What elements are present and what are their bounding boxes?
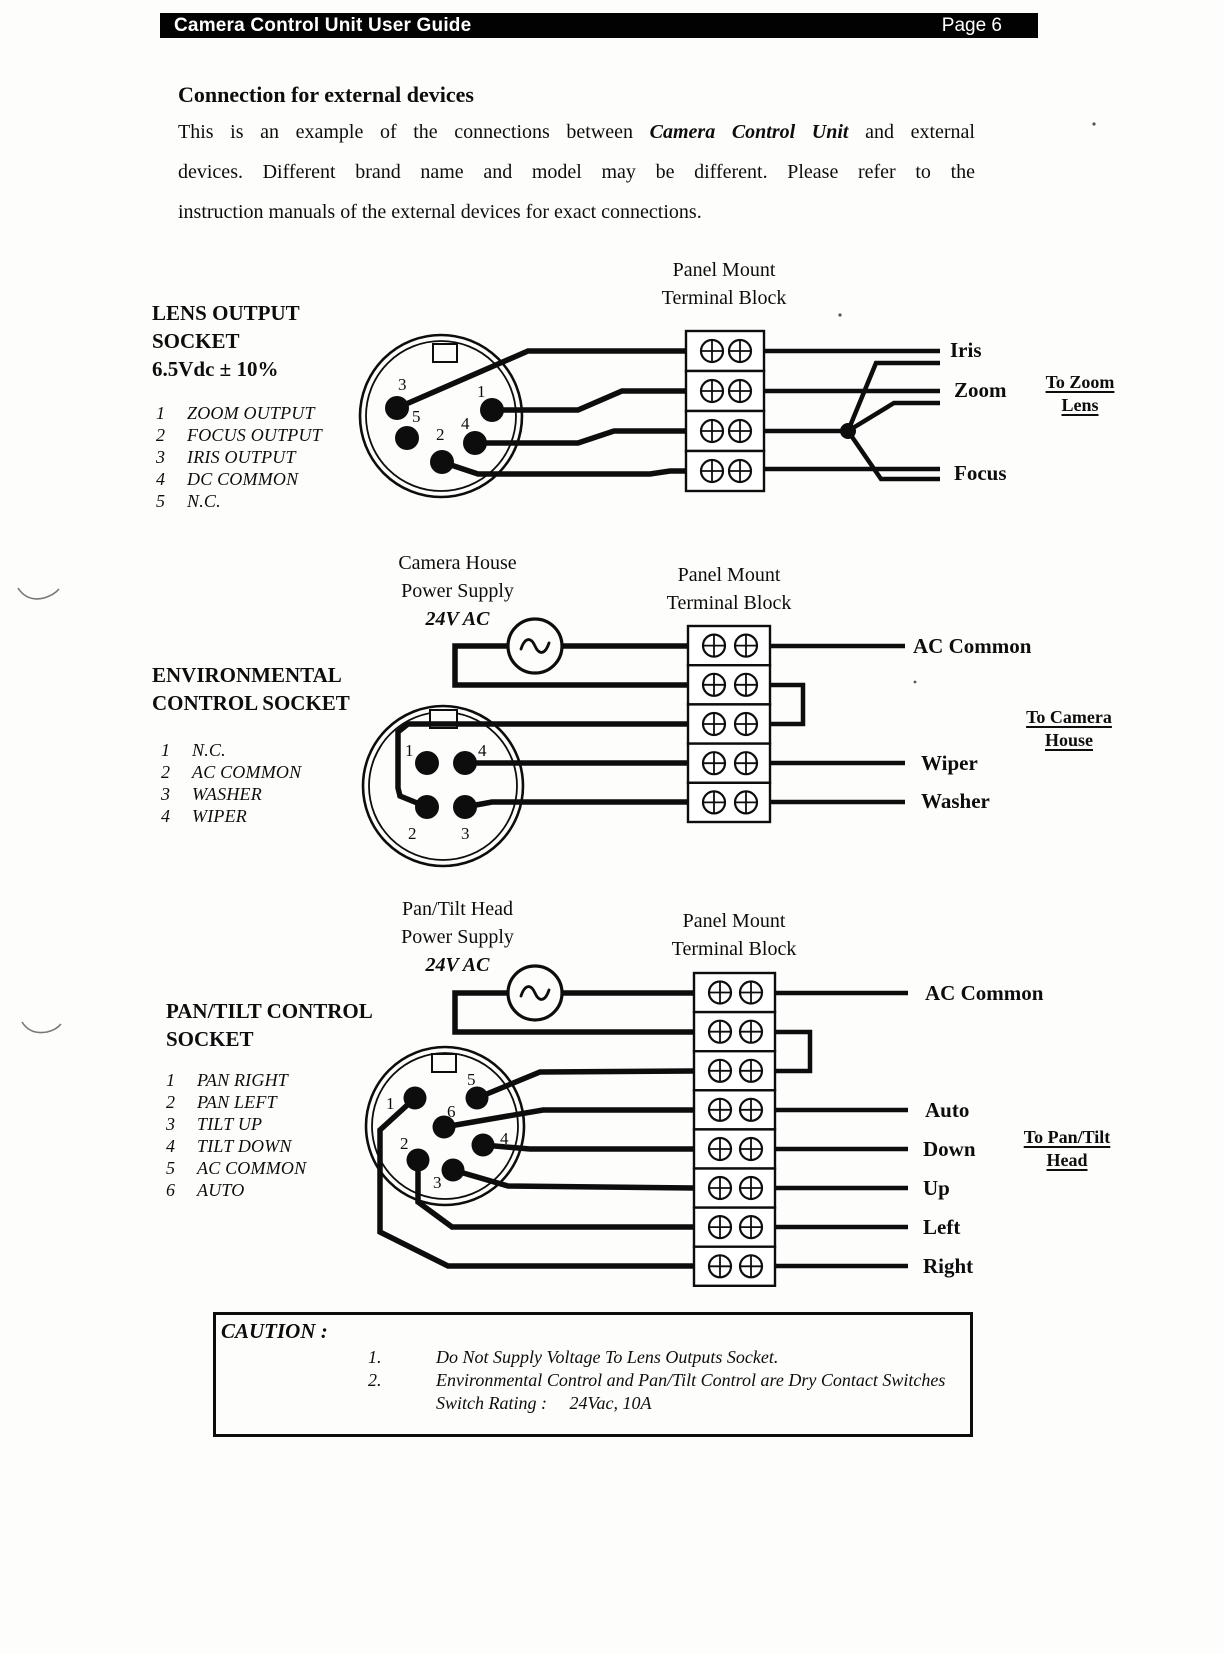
pin-number: 3: [166, 1114, 176, 1134]
terminal-block-title-line2: Terminal Block: [666, 592, 792, 614]
lens-heading-line2: SOCKET: [152, 329, 240, 353]
pin-number: 2: [161, 762, 171, 782]
pin-list-item: [161, 805, 301, 827]
pin-list-item: [166, 1135, 306, 1157]
intro-line-1: [178, 112, 975, 152]
pan-pin-digit-6: 6: [447, 1102, 456, 1121]
env-destination-label: [1016, 706, 1122, 752]
page-header-bar: [160, 13, 1038, 38]
pan-heading: [166, 997, 373, 1053]
lens-destination-label: [1028, 371, 1132, 417]
lens-pin-digit-2: 2: [436, 425, 445, 444]
pan-pin-digit-5: 5: [467, 1070, 476, 1089]
pan-output-down: Down: [923, 1137, 976, 1161]
terminal-block-title-line2: Terminal Block: [671, 938, 797, 960]
lens-pin-list: [156, 402, 322, 512]
scan-speck-3: [914, 681, 917, 684]
lens-connector: [360, 335, 686, 497]
power-supply-voltage: 24V AC: [425, 954, 490, 976]
intro-paragraph: [178, 112, 975, 232]
destination-line1: To Zoom: [1045, 372, 1115, 392]
pan-jumper: [775, 1032, 810, 1071]
lens-output-iris: Iris: [950, 338, 982, 362]
caution-item-1-text: Do Not Supply Voltage To Lens Outputs Socket.: [436, 1347, 779, 1367]
intro-line-1-before: This is an example of the connections between: [178, 121, 650, 143]
env-pin-digit-2: 2: [408, 824, 417, 843]
intro-emphasis: Camera Control Unit: [649, 121, 849, 143]
lens-pin-digit-1: 1: [477, 382, 486, 401]
pin-number: 1: [166, 1070, 176, 1090]
power-supply-line2: Power Supply: [401, 580, 514, 602]
intro-line-1-after: and external: [848, 121, 975, 143]
destination-line1: To Pan/Tilt: [1023, 1127, 1111, 1147]
lens-heading-line1: LENS OUTPUT: [152, 301, 300, 325]
scan-speck-2: [1092, 122, 1095, 125]
pin-number: 4: [156, 469, 166, 489]
pan-output-left: Left: [923, 1215, 961, 1239]
pin-number: 5: [166, 1158, 176, 1178]
pin-list-item: [161, 761, 301, 783]
pan-pin-digit-4: 4: [500, 1129, 509, 1148]
pan-heading-line2: SOCKET: [166, 1027, 254, 1051]
section-title: Connection for external devices: [178, 82, 474, 107]
pin-list-item: [166, 1179, 306, 1201]
caution-item-2-text: Environmental Control and Pan/Tilt Control are Dry Contact Switches: [436, 1370, 946, 1390]
env-pin-list: [161, 739, 301, 827]
caution-item-1-number: 1.: [368, 1347, 382, 1367]
pan-output-wires: [775, 993, 908, 1266]
pin-number: 4: [161, 806, 171, 826]
lens-pin-digit-5: 5: [412, 407, 421, 426]
lens-pin-digit-3: 3: [398, 375, 407, 394]
pin-number: 1: [156, 403, 166, 423]
pan-terminal-block: [694, 973, 775, 1286]
env-heading-line2: CONTROL SOCKET: [152, 691, 350, 715]
env-output-wiper: Wiper: [921, 751, 978, 775]
destination-line2: House: [1044, 730, 1093, 750]
page-number: Page 6: [941, 14, 1002, 36]
scan-squiggle-2: [22, 1022, 61, 1033]
pin-list-item: [156, 446, 322, 468]
pin-list-item: [166, 1113, 306, 1135]
env-power-supply-title: [380, 549, 535, 633]
destination-line2: Lens: [1061, 395, 1099, 415]
power-supply-voltage: 24V AC: [425, 608, 490, 630]
env-output-ac-common: AC Common: [913, 634, 1032, 658]
pan-output-auto: Auto: [925, 1098, 970, 1122]
pin-list-item: [166, 1069, 306, 1091]
pin-number: 3: [161, 784, 171, 804]
lens-pin-digit-4: 4: [461, 414, 470, 433]
env-heading: [152, 661, 350, 717]
power-supply-line1: Pan/Tilt Head: [402, 898, 513, 920]
env-pin-digit-4: 4: [478, 741, 487, 760]
pan-heading-line1: PAN/TILT CONTROL: [166, 999, 373, 1023]
pan-destination-label: [1012, 1126, 1122, 1172]
pan-pin-digit-3: 3: [433, 1173, 442, 1192]
pin-label: N.C.: [192, 740, 226, 760]
pan-pin-digit-2: 2: [400, 1134, 409, 1153]
pin-number: 2: [156, 425, 166, 445]
pin-label: AC COMMON: [192, 762, 302, 782]
pin-label: DC COMMON: [187, 469, 299, 489]
env-terminal-block: [688, 626, 770, 822]
pin-list-item: [166, 1157, 306, 1179]
env-terminal-block-title: [654, 561, 804, 617]
intro-line-2: devices. Different brand name and model may be different. Please refer to the: [178, 161, 975, 183]
pin-list-item: [161, 739, 301, 761]
pan-connector: [366, 1047, 694, 1266]
caution-switch-rating: Switch Rating : 24Vac, 10A: [436, 1393, 652, 1413]
pin-label: WIPER: [192, 806, 247, 826]
pin-label: PAN RIGHT: [197, 1070, 288, 1090]
caution-title: CAUTION :: [221, 1319, 328, 1343]
lens-terminal-block-title: [649, 256, 799, 312]
terminal-block-title-line1: Panel Mount: [682, 910, 786, 932]
lens-terminal-block: [686, 331, 764, 491]
power-supply-line2: Power Supply: [401, 926, 514, 948]
scan-speck-1: [838, 313, 841, 316]
pan-output-right: Right: [923, 1254, 974, 1278]
lens-heading-voltage: 6.5Vdc ± 10%: [152, 357, 279, 381]
pin-list-item: [156, 490, 322, 512]
pan-terminal-block-title: [659, 907, 809, 963]
lens-output-focus: Focus: [954, 461, 1007, 485]
pin-label: IRIS OUTPUT: [187, 447, 296, 467]
env-output-wires: [770, 646, 905, 802]
env-pin-digit-3: 3: [461, 824, 470, 843]
pin-number: 5: [156, 491, 166, 511]
pin-label: ZOOM OUTPUT: [187, 403, 315, 423]
terminal-block-title-line1: Panel Mount: [677, 564, 781, 586]
pan-power-supply-title: [380, 895, 535, 979]
pin-label: N.C.: [187, 491, 221, 511]
caution-item-2-number: 2.: [368, 1370, 382, 1390]
pan-output-ac-common: AC Common: [925, 981, 1044, 1005]
pin-list-item: [156, 402, 322, 424]
env-output-washer: Washer: [921, 789, 990, 813]
pin-label: AC COMMON: [197, 1158, 307, 1178]
destination-line2: Head: [1046, 1150, 1088, 1170]
intro-line-3: instruction manuals of the external devices for exact connections.: [178, 201, 702, 223]
pin-number: 6: [166, 1180, 176, 1200]
pin-number: 3: [156, 447, 166, 467]
lens-output-zoom: Zoom: [954, 378, 1007, 402]
env-jumper: [770, 685, 803, 724]
env-pin-digit-1: 1: [405, 741, 414, 760]
pan-pin-list: [166, 1069, 306, 1201]
scan-squiggle-1: [18, 588, 59, 599]
pin-label: PAN LEFT: [197, 1092, 277, 1112]
pin-label: TILT DOWN: [197, 1136, 292, 1156]
power-supply-line1: Camera House: [398, 552, 517, 574]
pin-list-item: [166, 1091, 306, 1113]
lens-heading: [152, 299, 300, 383]
env-heading-line1: ENVIRONMENTAL: [152, 663, 342, 687]
pin-list-item: [156, 424, 322, 446]
pin-number: 1: [161, 740, 171, 760]
pan-output-up: Up: [923, 1176, 950, 1200]
common-junction-dot: [840, 423, 856, 439]
terminal-block-title-line1: Panel Mount: [672, 259, 776, 281]
pin-label: AUTO: [197, 1180, 245, 1200]
pin-list-item: [161, 783, 301, 805]
lens-output-wires: [764, 351, 940, 479]
pin-label: WASHER: [192, 784, 262, 804]
pin-list-item: [156, 468, 322, 490]
pin-label: TILT UP: [197, 1114, 263, 1134]
pin-number: 2: [166, 1092, 176, 1112]
pin-number: 4: [166, 1136, 176, 1156]
terminal-block-title-line2: Terminal Block: [661, 287, 787, 309]
destination-line1: To Camera: [1026, 707, 1112, 727]
document-title: Camera Control Unit User Guide: [174, 14, 472, 36]
pin-label: FOCUS OUTPUT: [187, 425, 322, 445]
pan-pin-digit-1: 1: [386, 1094, 395, 1113]
